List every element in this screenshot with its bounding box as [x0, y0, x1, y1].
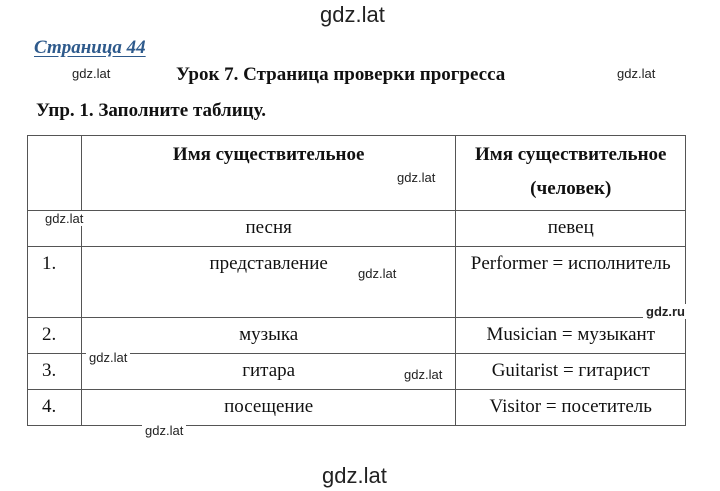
watermark: gdz.lat — [355, 266, 399, 281]
row-noun: музыка — [81, 318, 456, 354]
lesson-title: Урок 7. Страница проверки прогресса — [176, 64, 506, 85]
watermark: gdz.lat — [142, 423, 186, 438]
row-number: 3. — [28, 354, 82, 390]
watermark-bottom: gdz.lat — [322, 463, 387, 488]
row-noun: песня — [81, 211, 456, 247]
row-noun: представление — [81, 247, 456, 318]
watermark: gdz.lat — [394, 170, 438, 185]
row-noun: гитара — [81, 354, 456, 390]
row-noun: посещение — [81, 390, 456, 426]
watermark: gdz.lat — [86, 350, 130, 365]
row-person: певец — [456, 211, 686, 247]
watermark: gdz.lat — [42, 211, 86, 226]
row-person: Guitarist = гитарист — [456, 354, 686, 390]
table-header-row — [28, 136, 686, 211]
row-number: 2. — [28, 318, 82, 354]
header-cell-person: Имя существительное (человек) — [456, 136, 686, 211]
row-number: 4. — [28, 390, 82, 426]
row-person: Musician = музыкант — [456, 318, 686, 354]
page-link[interactable]: Страница 44 — [34, 37, 146, 58]
table-row — [28, 318, 686, 354]
watermark: gdz.lat — [614, 66, 658, 81]
row-person: Visitor = посетитель — [456, 390, 686, 426]
watermark: gdz.lat — [69, 66, 113, 81]
watermark-top: gdz.lat — [320, 2, 385, 27]
table-row — [28, 390, 686, 426]
exercise-title: Упр. 1. Заполните таблицу. — [36, 100, 266, 121]
watermark: gdz.ru — [643, 304, 688, 319]
row-person: Performer = исполнитель — [456, 247, 686, 318]
table-row — [28, 211, 686, 247]
header-cell-noun: Имя существительное — [81, 136, 456, 211]
table-row — [28, 247, 686, 318]
header-cell-number — [28, 136, 82, 211]
row-number: 1. — [28, 247, 82, 318]
watermark: gdz.lat — [401, 367, 445, 382]
